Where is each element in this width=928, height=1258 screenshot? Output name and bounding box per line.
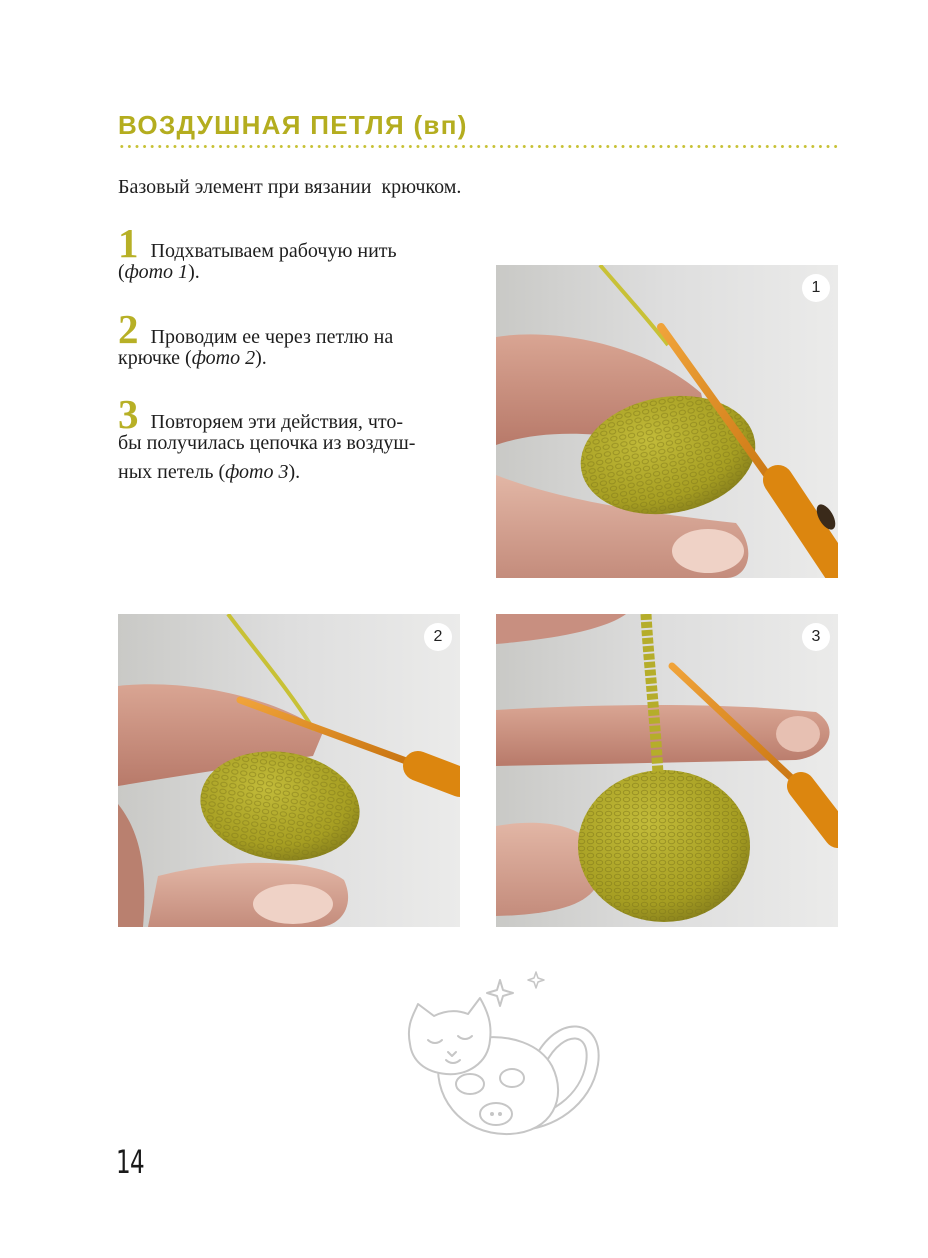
step-line <box>118 344 478 373</box>
photo-reference: фото 1 <box>124 261 189 283</box>
step-text: ). <box>255 347 267 369</box>
photo-badge: 2 <box>424 623 452 651</box>
photo-badge: 3 <box>802 623 830 651</box>
step-text: Проводим ее через петлю на <box>150 326 394 348</box>
section-title: ВОЗДУШНАЯ ПЕТЛЯ (вп) <box>118 110 468 140</box>
step-text: Повторяем эти действия, что- <box>150 411 404 433</box>
photo-reference: фото 3 <box>225 461 289 483</box>
step-line <box>118 306 478 352</box>
step-line <box>118 429 478 458</box>
sleeping-cat-icon <box>400 966 600 1146</box>
step-text: Подхватываем рабочую нить <box>150 240 397 262</box>
photo-3 <box>496 614 838 927</box>
step-line <box>118 258 478 287</box>
page-number: 14 <box>116 1143 144 1181</box>
step-text: ных петель ( <box>118 461 226 483</box>
step-1 <box>118 220 478 287</box>
step-text: крючке ( <box>118 347 192 369</box>
dotted-divider <box>118 144 840 149</box>
step-3 <box>118 391 478 487</box>
crochet-photo-illustration <box>118 614 460 927</box>
photo-reference: фото 2 <box>191 347 256 369</box>
step-number: 1 <box>118 220 139 266</box>
photo-1 <box>496 265 838 578</box>
step-number: 2 <box>118 306 139 352</box>
intro-text: Базовый элемент при вязании крючком. <box>118 176 462 198</box>
step-number: 3 <box>118 391 139 437</box>
crochet-photo-illustration <box>496 265 838 578</box>
photo-2 <box>118 614 460 927</box>
step-text: ). <box>188 261 200 283</box>
step-line <box>118 458 478 487</box>
photo-badge: 1 <box>802 274 830 302</box>
step-line <box>118 391 478 437</box>
crochet-photo-illustration <box>496 614 838 927</box>
step-line <box>118 220 478 266</box>
step-text: ( <box>118 261 125 283</box>
step-text: ). <box>288 461 301 483</box>
step-text: бы получилась цепочка из воздуш- <box>118 432 416 454</box>
step-2 <box>118 306 478 373</box>
